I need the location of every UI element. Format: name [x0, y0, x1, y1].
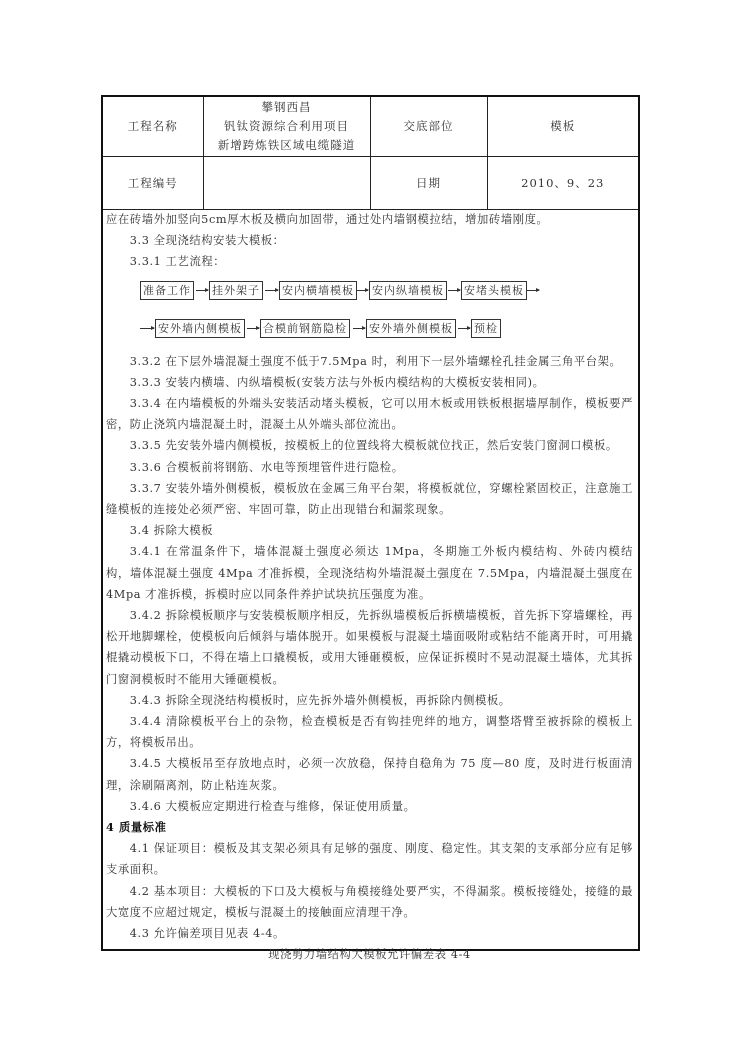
project-no-value	[203, 157, 370, 210]
handover-part-label: 交底部位	[370, 97, 487, 157]
project-name-line: 攀钢西昌	[261, 100, 312, 114]
flow-step: 安外墙内侧模板	[155, 319, 245, 338]
paragraph: 应在砖墙外加竖向5cm厚木板及横向加固带，通过处内墙钢模拉结，增加砖墙刚度。	[106, 213, 549, 226]
paragraph-3-3-7: 3.3.7 安装外墙外侧模板，模板放在金属三角平台架，将模板就位，穿螺栓紧固校正，注意施工缝模板的连接处必须严密、牢固可靠，防止出现错台和漏浆现象。	[106, 481, 633, 517]
disclosure-body	[103, 209, 638, 966]
header-table	[103, 97, 638, 210]
project-name-label: 工程名称	[103, 97, 203, 157]
section-heading-4: 4 质量标准	[106, 820, 167, 835]
flow-arrow	[140, 328, 154, 329]
project-name-value	[203, 97, 370, 157]
paragraph-3-3-3: 3.3.3 安装内横墙、内纵墙模板(安装方法与外板内模结构的大模板安装相同)。	[129, 375, 545, 389]
technical-disclosure-sheet	[101, 95, 640, 962]
paragraph-3-4-1: 3.4.1 在常温条件下，墙体混凝土强度必须达 1Mpa，冬期施工外板内模结构、外砖内模结构，墙体混凝土强度 4Mpa 才准拆模，全现浇结构外墙混凝土强度在 7.5Mpa，内墙混凝土强度在 4Mpa 才准拆模，拆模时应以同条件养护试块抗压强度为准。	[106, 545, 633, 601]
paragraph-4-1: 4.1 保证项目：模板及其支架必须具有足够的强度、刚度、稳定性。其支架的支承部分应有足够支承面积。	[106, 842, 633, 877]
flow-arrow	[196, 290, 208, 291]
project-name-line: 钒钛资源综合利用项目	[224, 119, 349, 133]
section-heading-3-3-1: 3.3.1 工艺流程：	[129, 255, 226, 269]
paragraph-3-4-5: 3.4.5 大模板吊至存放地点时，必须一次放稳，保持自稳角为 75 度—80 度，及时进行板面清理，涂刷隔离剂，防止粘连灰浆。	[106, 757, 633, 792]
paragraph-3-4-6: 3.4.6 大模板应定期进行检查与维修，保证使用质量。	[129, 799, 416, 813]
process-flowchart	[106, 273, 633, 351]
flow-arrow	[448, 290, 460, 291]
flow-arrow	[458, 328, 470, 329]
flow-arrow	[247, 328, 259, 329]
flow-step: 合模前钢筋隐检	[260, 319, 350, 338]
flow-arrow	[265, 290, 278, 291]
flow-step: 安内横墙模板	[279, 281, 357, 300]
flow-step: 安内纵墙模板	[369, 281, 447, 300]
paragraph-4-2: 4.2 基本项目：大模板的下口及大模板与角模接缝处要严实，不得漏浆。模板接缝处，接缝的最大宽度不应超过规定，模板与混凝土的接触面应清理干净。	[106, 884, 633, 919]
section-heading-3-4: 3.4 拆除大模板	[129, 524, 214, 538]
handover-part-value: 模板	[487, 97, 638, 157]
project-name-line: 新增跨炼铁区域电缆隧道	[217, 138, 356, 152]
flow-step: 安外墙外侧模板	[366, 319, 456, 338]
flow-step: 准备工作	[140, 281, 194, 300]
date-value: 2010、9、23	[487, 157, 638, 210]
paragraph-3-3-6: 3.3.6 合模板前将钢筋、水电等预埋管件进行隐检。	[129, 460, 404, 474]
flow-arrow	[357, 290, 368, 291]
flow-step: 安堵头模板	[461, 281, 527, 300]
paragraph-3-4-2: 3.4.2 拆除模板顺序与安装模板顺序相反，先拆纵墙模板后拆横墙模板，首先拆下穿墙螺栓，再松开地脚螺栓，使模板向后倾斜与墙体脱开。如果模板与混凝土墙面吸附或粘结不能离开时，可用撬棍撬动模板下口，不得在墙上口撬模板，或用大锤砸模板，应保证拆模时不晃动混凝土墙体，尤其拆门窗洞模板时不能用大锤砸模板。	[106, 609, 633, 686]
paragraph-4-3: 4.3 允许偏差项目见表 4-4。	[129, 927, 285, 941]
flow-arrow	[527, 290, 539, 291]
section-heading-3-3: 3.3 全现浇结构安装大模板：	[129, 234, 285, 248]
table-caption: 现浇剪力墙结构大模板允许偏差表 4-4	[268, 948, 471, 962]
paragraph-3-3-5: 3.3.5 先安装外墙内侧模板，按模板上的位置线将大模板就位找正，然后安装门窗洞口模板。	[129, 439, 618, 453]
paragraph-3-3-4: 3.3.4 在内墙模板的外端头安装活动堵头模板，它可以用木板或用铁板根据墙厚制作，模板要严密，防止浇筑内墙混凝土时，混凝土从外端头部位流出。	[106, 397, 633, 432]
project-no-label: 工程编号	[103, 157, 203, 210]
paragraph-3-4-3: 3.4.3 拆除全现浇结构模板时，应先拆外墙外侧模板，再拆除内侧模板。	[129, 693, 511, 707]
flow-step: 挂外架子	[209, 281, 263, 300]
date-label: 日期	[370, 157, 487, 210]
flow-step: 预检	[471, 319, 501, 338]
paragraph-3-3-2: 3.3.2 在下层外墙混凝土强度不低于7.5Mpa 时，利用下一层外墙螺栓孔挂金属三角平台架。	[129, 354, 622, 368]
flow-arrow	[353, 328, 365, 329]
paragraph-3-4-4: 3.4.4 清除模板平台上的杂物，检查模板是否有钩挂兜绊的地方，调整塔臂至被拆除的模板上方，将模板吊出。	[106, 715, 633, 750]
